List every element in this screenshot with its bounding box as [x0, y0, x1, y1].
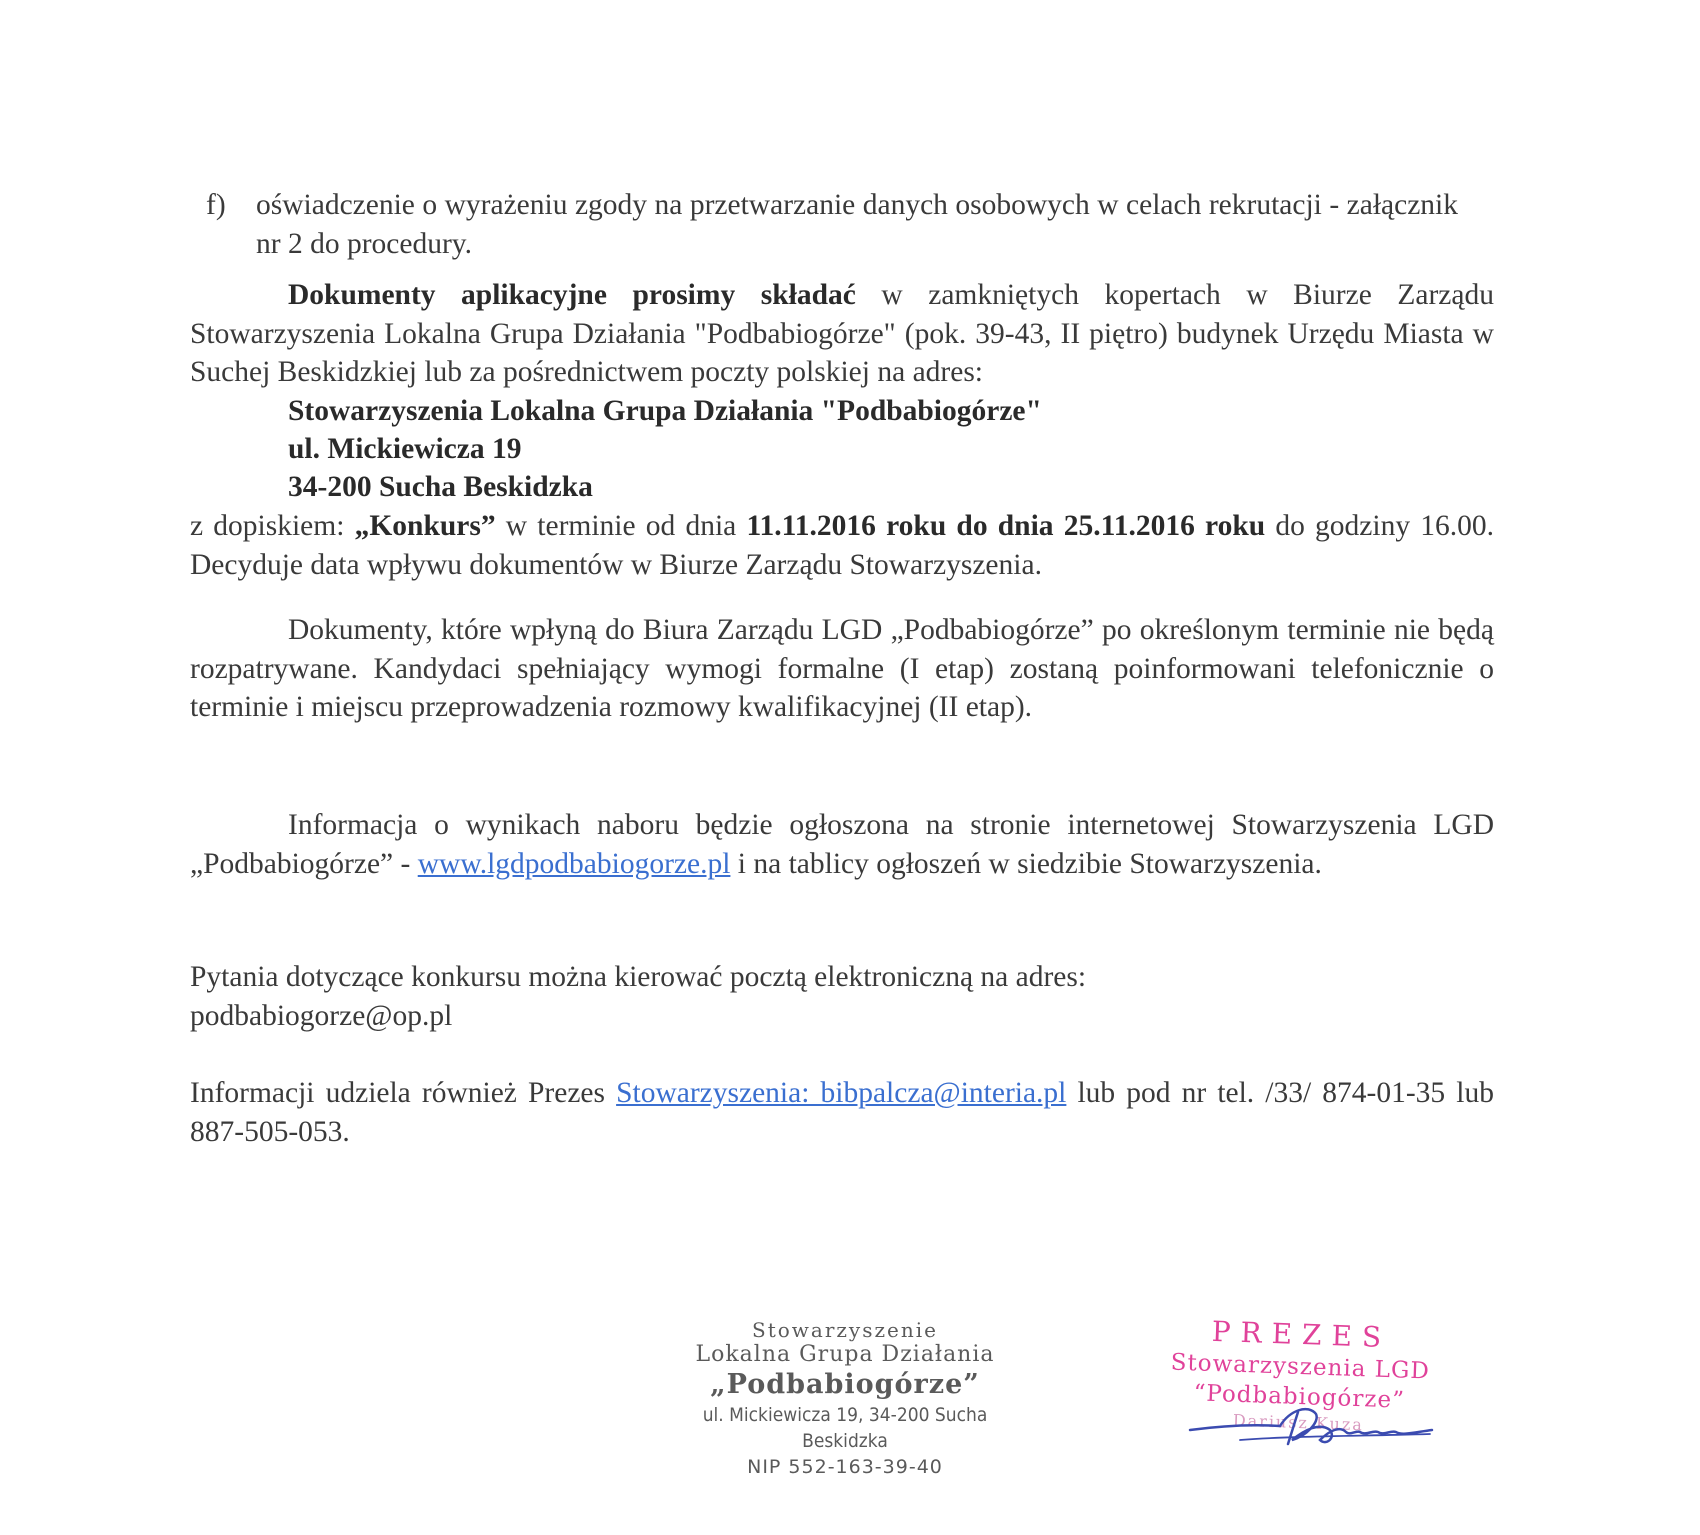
deadline-text-2: w terminie od dnia	[495, 510, 747, 542]
list-item-text: oświadczenie o wyrażeniu zgody na przetwarzanie danych osobowych w celach rekrutacji - załącznik nr 2 do procedury.	[256, 189, 1458, 260]
questions-email: podbabiogorze@op.pl	[190, 999, 453, 1032]
late-docs-text: Dokumenty, które wpłyną do Biura Zarządu LGD „Podbabiogórze” po określonym terminie nie będą rozpatrywane. Kandydaci spełniający wymogi formalne (I etap) zostaną poinformowani telefonicznie o terminie i miejscu przeprowadzenia rozmowy kwalifikacyjnej (II etap).	[190, 614, 1494, 723]
submission-bold-intro: Dokumenty aplikacyjne prosimy składać	[288, 279, 856, 311]
stamp-org-line-4: ul. Mickiewicza 19, 34-200 Sucha Beskidzka	[702, 1404, 988, 1452]
stamp-org-line-2: Lokalna Grupa Działania	[695, 1342, 995, 1367]
list-item-f	[206, 186, 1458, 263]
submission-text: w zamkniętych kopertach w Biurze Zarządu Stowarzyszenia Lokalna Grupa Działania "Podbabiogórze" (pok. 39-43, II piętro) budynek Urzędu Miasta w Suchej Beskidzkiej lub za pośrednictwem poczty polskiej na adres:	[190, 279, 1494, 388]
deadline-bold-konkurs: „Konkurs”	[354, 510, 496, 542]
questions-paragraph	[190, 958, 1494, 1035]
info-text-2: lub pod nr tel. /33/ 874-01-35 lub 887-505-053.	[190, 1077, 1494, 1148]
info-text-1: Informacji udziela również Prezes	[190, 1077, 617, 1109]
list-item-label: f)	[206, 189, 226, 221]
late-docs-paragraph	[190, 611, 1494, 727]
stamp-org-line-5: NIP 552-163-39-40	[747, 1456, 943, 1478]
website-link[interactable]: www.lgdpodbabiogorze.pl	[417, 847, 731, 880]
deadline-paragraph	[190, 507, 1494, 584]
stamp-org-line-1: Stowarzyszenie	[752, 1318, 938, 1342]
stamp-president-line-2: Stowarzyszenia LGD	[1170, 1349, 1431, 1385]
organization-stamp	[650, 1318, 1040, 1480]
handwritten-signature	[1180, 1400, 1440, 1460]
address-line-2: ul. Mickiewicza 19	[288, 433, 522, 465]
deadline-bold-dates: 11.11.2016 roku do dnia 25.11.2016 roku	[746, 510, 1266, 542]
submission-paragraph	[190, 276, 1494, 392]
stamp-president-line-1: PREZES	[1211, 1314, 1392, 1355]
questions-line-1: Pytania dotyczące konkursu można kierować pocztą elektroniczną na adres:	[190, 961, 1087, 993]
stamp-org-line-3: „Podbabiogórze”	[710, 1369, 980, 1400]
address-line-3: 34-200 Sucha Beskidzka	[288, 471, 593, 503]
results-text-2: i na tablicy ogłoszeń w siedzibie Stowarzyszenia.	[730, 847, 1322, 880]
stamp-president-line-3: “Podbabiogórze”	[1193, 1380, 1406, 1414]
deadline-text-1: z dopiskiem:	[190, 510, 355, 542]
stamp-president-line-4: Dariusz Kuza	[1232, 1410, 1365, 1435]
address-line-1: Stowarzyszenia Lokalna Grupa Działania "Podbabiogórze"	[288, 395, 1042, 427]
info-paragraph	[190, 1074, 1494, 1151]
results-text-1: Informacja o wynikach naboru będzie ogłoszona na stronie internetowej Stowarzyszenia LGD „Podbabiogórze” -	[190, 809, 1494, 880]
results-paragraph	[190, 806, 1494, 883]
deadline-text-3: do godziny 16.00. Decyduje data wpływu dokumentów w Biurze Zarządu Stowarzyszenia.	[190, 510, 1495, 581]
president-email-link[interactable]: Stowarzyszenia: bibpalcza@interia.pl	[616, 1077, 1067, 1109]
